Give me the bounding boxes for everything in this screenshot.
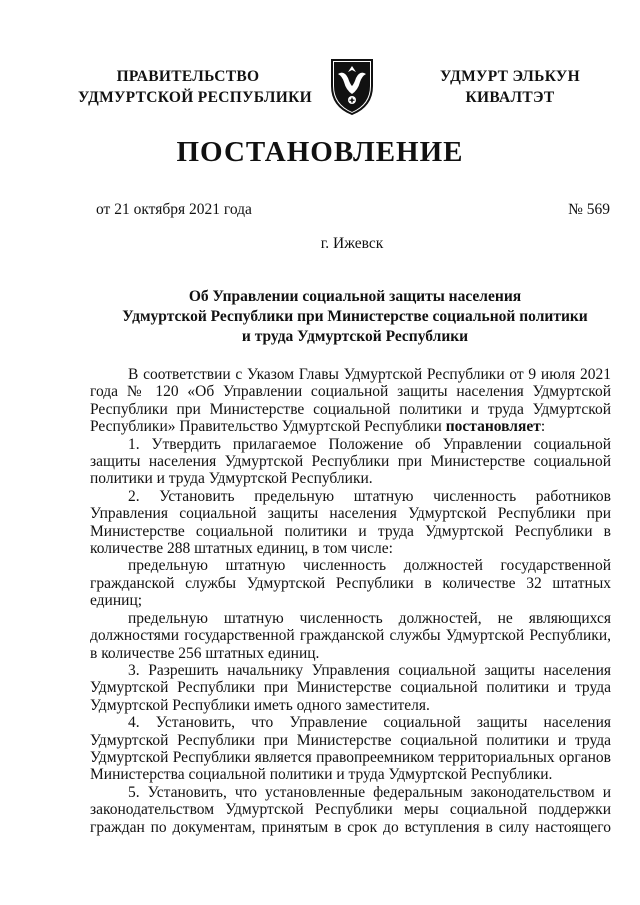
coat-of-arms-icon — [326, 56, 378, 116]
document-title — [60, 287, 640, 347]
document-city: г. Ижевск — [320, 235, 384, 252]
preamble-paragraph — [90, 366, 611, 436]
paragraph-2: 2. Установить предельную штатную численность работников Управления социальной защиты населения Удмуртской Республики при Министерстве социальной политики и труда Удмуртской Республики в количестве 288 штатных единиц, в том числе: — [90, 487, 611, 558]
title-line1: Об Управлении социальной защиты населения — [188, 288, 522, 305]
paragraph-4: 4. Установить, что Управление социальной защиты населения Удмуртской Республики при Министерстве социальной политики и труда Удмуртской Республики является правопреемником территориальных органов Министерства социальной политики и труда Удмуртской Республики. — [90, 714, 611, 784]
document-body — [90, 366, 611, 836]
government-name-ru-line1: ПРАВИТЕЛЬСТВО — [116, 68, 260, 85]
government-name-udm-line2: КИВАЛТЭТ — [465, 89, 555, 106]
title-line3: и труда Удмуртской Республики — [241, 328, 469, 345]
government-name-ru-line2: УДМУРТСКОЙ РЕСПУБЛИКИ — [78, 89, 313, 106]
paragraph-5: 5. Установить, что установленные федеральным законодательством и законодательством Удмуртской Республики меры социальной поддержки граждан по документам, принятым в срок до вступления в силу настоящего — [90, 783, 611, 836]
paragraph-3: 3. Разрешить начальнику Управления социальной защиты населения Удмуртской Республики при Министерстве социальной политики и труда Удмуртской Республики иметь одного заместителя. — [90, 661, 611, 714]
government-name-udm-line1: УДМУРТ ЭЛЬКУН — [440, 68, 580, 85]
paragraph-2b: предельную штатную численность должностей, не являющихся должностями государственной гражданской службы Удмуртской Республики, в количестве 256 штатных единиц. — [90, 609, 611, 662]
paragraph-2a: предельную штатную численность должностей государственной гражданской службы Удмуртской Республики в количестве 32 штатных единиц; — [90, 557, 611, 610]
paragraph-1: 1. Утвердить прилагаемое Положение об Управлении социальной защиты населения Удмуртской Республики при Министерстве социальной политики и труда Удмуртской Республики. — [90, 435, 611, 488]
document-number: № 569 — [568, 201, 610, 218]
document-type: ПОСТАНОВЛЕНИЕ — [176, 136, 464, 168]
title-line2: Удмуртской Республики при Министерстве социальной политики — [122, 308, 588, 325]
preamble-bold: постановляет — [445, 418, 541, 436]
preamble-text: В соответствии с Указом Главы Удмуртской Республики от 9 июля 2021 года № 120 «Об Управлении социальной защиты населения Удмуртской Республики при Министерстве социальной политики и труда Удмуртской Республики» Правительство Удмуртской Республики — [90, 366, 611, 436]
government-name-udm — [400, 66, 620, 108]
document-date: от 21 октября 2021 года — [96, 201, 252, 218]
government-name-ru — [78, 66, 313, 108]
preamble-end: : — [540, 418, 546, 436]
